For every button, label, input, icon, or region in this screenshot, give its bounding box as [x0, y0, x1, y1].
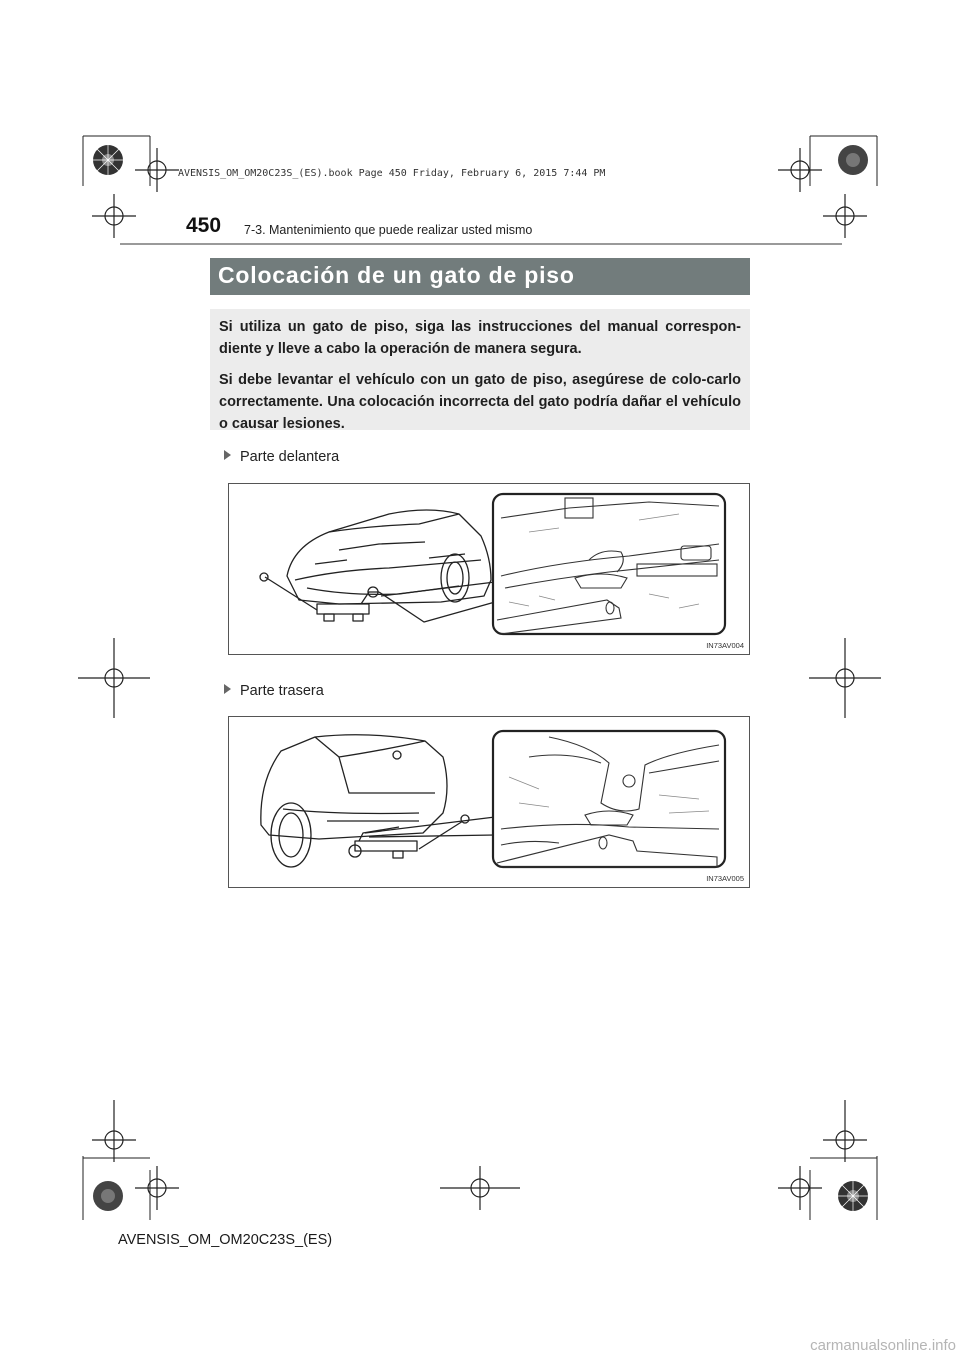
figure-rear-jack [228, 716, 750, 888]
page-title: Colocación de un gato de piso [218, 262, 575, 288]
figure-code: IN73AV004 [706, 641, 744, 650]
triangle-bullet-icon [224, 684, 231, 694]
figure-code: IN73AV005 [706, 874, 744, 883]
section-heading: 7-3. Mantenimiento que puede realizar usted mismo [244, 223, 533, 237]
book-info-line: AVENSIS_OM_OM20C23S_(ES).book Page 450 Friday, February 6, 2015 7:44 PM [178, 168, 606, 179]
watermark: carmanualsonline.info [810, 1337, 956, 1354]
rear-car-illustration [229, 717, 750, 888]
intro-paragraph: Si utiliza un gato de piso, siga las instrucciones del manual correspon-diente y lleve a cabo la operación de manera segura. [219, 319, 741, 357]
figure-front-jack [228, 483, 750, 655]
front-car-illustration [229, 484, 750, 655]
page-number: 450 [186, 214, 222, 237]
header-rule [120, 243, 842, 245]
page-title-bar [210, 258, 750, 295]
intro-box [210, 309, 750, 430]
figure-label-rear: Parte trasera [224, 683, 324, 699]
manual-code-footer: AVENSIS_OM_OM20C23S_(ES) [118, 1232, 333, 1248]
figure-label-front: Parte delantera [224, 449, 339, 465]
triangle-bullet-icon [224, 450, 231, 460]
intro-paragraph: Si debe levantar el vehículo con un gato de piso, asegúrese de colo-carlo correctamente. Una colocación incorrecta del gato podría dañar el vehículo o causar lesiones. [219, 372, 741, 432]
